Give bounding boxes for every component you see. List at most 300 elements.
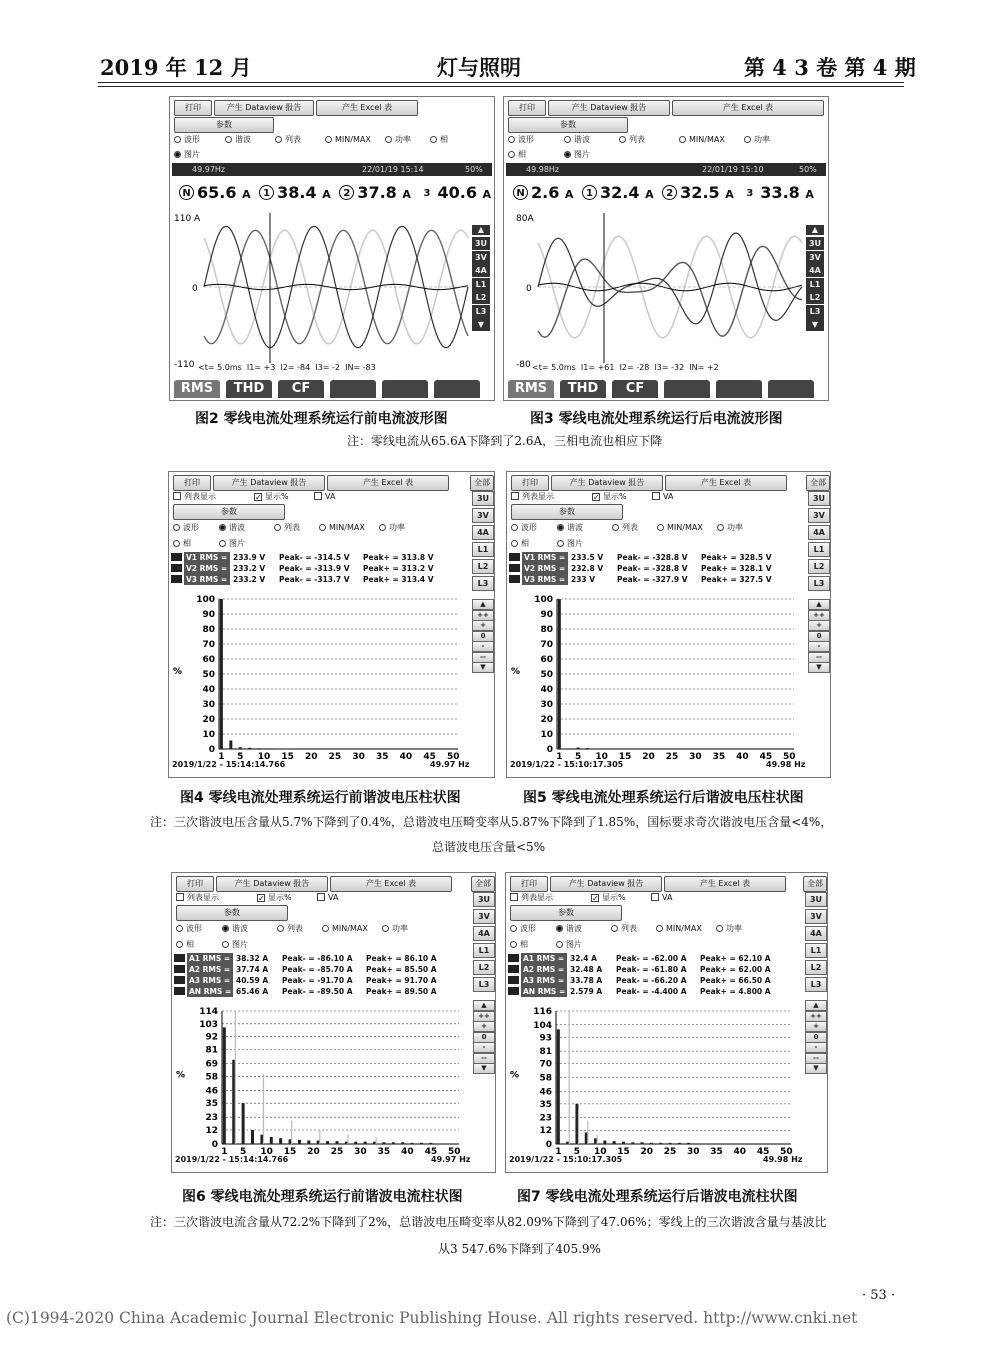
side-l2-button[interactable]: L2 (806, 291, 824, 304)
y-tick-label: 90 (202, 610, 215, 620)
harmonic-bar (401, 1142, 404, 1144)
harmonic-bar (669, 1143, 672, 1144)
zoom-plusplus-icon[interactable]: ++ (808, 610, 830, 621)
opt-list[interactable]: 列表 (275, 134, 301, 145)
params-button[interactable]: 参数 (174, 117, 274, 133)
harmonic-bar (597, 1135, 598, 1144)
zoom-minus-icon[interactable]: - (805, 1042, 827, 1053)
opt-harmonic[interactable]: 谐波 (219, 522, 245, 533)
opt-picture[interactable]: 图片 (219, 538, 245, 549)
x-tick-label: 10 (595, 752, 608, 762)
fig4-caption: 图4 零线电流处理系统运行前谐波电压柱状图 (180, 790, 461, 806)
zoom-plusplus-icon[interactable]: ++ (473, 1011, 495, 1022)
zoom-plus-icon[interactable]: + (472, 620, 494, 631)
show-pct-checkbox[interactable]: ✓ 显示% (255, 492, 289, 502)
x-tick-label: 5 (573, 1147, 581, 1157)
zoom-plus-icon[interactable]: + (808, 620, 830, 631)
harmonic-bar (659, 1143, 662, 1144)
x-tick-label: 25 (663, 1147, 677, 1157)
harmonic-bar (613, 1141, 616, 1144)
side-l1-button[interactable]: L1 (805, 943, 827, 958)
harmonic-bar (248, 748, 251, 749)
y-tick-label: 116 (533, 1007, 552, 1017)
dataview-button[interactable]: 产生 Dataview 报告 (550, 876, 662, 892)
header-issue: 第 4 3 卷 第 4 期 (744, 55, 916, 80)
note-2a: 注：三次谐波电压含量从5.7%下降到了0.4%，总谐波电压畸变率从5.87%下降到了1.85%，国标要求奇次谐波电压含量<4%， (150, 815, 833, 829)
x-tick-label: 20 (642, 752, 655, 762)
side-4a-button[interactable]: 4A (806, 264, 824, 277)
zoom-minus-icon[interactable]: - (472, 641, 494, 652)
opt-list[interactable]: 列表 (274, 522, 300, 533)
harmonic-bar (595, 749, 598, 750)
harmonic-bar (650, 1143, 653, 1144)
zoom-down-icon[interactable]: ▼ (472, 662, 494, 673)
opt-power[interactable]: 功率 (379, 522, 405, 533)
side-3u-button[interactable]: 3U (805, 892, 827, 907)
y-tick-label: 70 (539, 1059, 552, 1070)
fig5-screenshot (506, 471, 831, 778)
copyright-line: (C)1994-2020 China Academic Journal Electronic Publishing House. All rights reserved. http://www.cnki.net (6, 1309, 858, 1327)
fig6-bar-chart (172, 873, 467, 1173)
side-4a-button[interactable]: 4A (805, 926, 827, 941)
x-tick-label: 15 (283, 1147, 297, 1157)
scroll-down-icon[interactable]: ▼ (806, 318, 824, 331)
opt-waveform[interactable]: 波形 (176, 923, 202, 934)
harmonic-bar (319, 1130, 320, 1144)
params-button[interactable]: 参数 (176, 905, 288, 921)
y-tick-label: 23 (205, 1113, 218, 1124)
side-3v-button[interactable]: 3V (472, 251, 490, 264)
y-tick-label: 69 (205, 1059, 218, 1070)
side-3u-button[interactable]: 3U (806, 237, 824, 250)
footer-timestamp: 2019/1/22 - 15:10:17.305 (509, 1155, 623, 1164)
print-button[interactable]: 打印 (511, 475, 549, 491)
x-tick-label: 40 (401, 1147, 414, 1157)
side-l3-button[interactable]: L3 (806, 305, 824, 318)
zoom-plus-icon[interactable]: + (473, 1021, 495, 1032)
side-l3-button[interactable]: L3 (805, 977, 827, 992)
list-display-checkbox[interactable]: 列表显示 (176, 892, 219, 903)
params-button[interactable]: 参数 (510, 905, 622, 921)
tab-rms[interactable]: RMS (508, 380, 554, 398)
fig2-caption: 图2 零线电流处理系统运行前电流波形图 (195, 411, 448, 427)
opt-phase[interactable]: 相 (511, 538, 529, 549)
dataview-button[interactable]: 产生 Dataview 报告 (551, 475, 663, 491)
x-tick-label: 50 (448, 1147, 461, 1157)
opt-minmax[interactable]: MIN/MAX (679, 134, 725, 145)
side-l1-button[interactable]: L1 (806, 278, 824, 291)
side-l2-button[interactable]: L2 (472, 291, 490, 304)
fig2-waveform-plot (172, 207, 472, 369)
y-tick-label: 40 (202, 685, 215, 695)
side-3v-button[interactable]: 3V (805, 909, 827, 924)
zoom-minus-icon[interactable]: - (473, 1042, 495, 1053)
y-axis-label: % (510, 1070, 520, 1081)
dataview-button[interactable]: 产生 Dataview 报告 (548, 100, 670, 116)
zoom-plusplus-icon[interactable]: ++ (805, 1011, 827, 1022)
y-tick-label: 80 (540, 625, 553, 635)
zoom-minusminus-icon[interactable]: -- (473, 1053, 495, 1064)
harmonic-bar (277, 749, 280, 750)
x-tick-label: 1 (218, 752, 225, 762)
tab-cf[interactable]: CF (612, 380, 658, 398)
side-l2-button[interactable]: L2 (805, 960, 827, 975)
fig4-bar-chart (169, 472, 466, 778)
y-tick-label: 60 (202, 655, 215, 665)
x-tick-label: 40 (399, 752, 413, 762)
opt-harmonic[interactable]: 谐波 (564, 134, 590, 145)
opt-picture[interactable]: 图片 (222, 939, 248, 950)
x-tick-label: 25 (328, 752, 342, 762)
opt-phase[interactable]: 相 (510, 939, 528, 950)
harmonic-bar (242, 1103, 245, 1144)
opt-phase[interactable]: 相 (173, 538, 191, 549)
fig3-screenshot (503, 96, 829, 401)
zoom-plusplus-icon[interactable]: ++ (472, 610, 494, 621)
opt-waveform[interactable]: 波形 (510, 923, 536, 934)
legend-row: A3 RMS = 33.78 A Peak- = -66.20 A Peak+ = 66.50 A (508, 975, 797, 986)
va-checkbox[interactable]: VA (314, 491, 335, 502)
dataview-button[interactable]: 产生 Dataview 报告 (214, 100, 314, 116)
opt-waveform[interactable]: 波形 (511, 522, 537, 533)
side-l1-button[interactable]: L1 (472, 278, 490, 291)
side-l2-button[interactable]: L2 (808, 559, 830, 574)
x-tick-label: 40 (733, 1147, 747, 1157)
side-l3-button[interactable]: L3 (808, 576, 830, 591)
header-date: 2019 年 12 月 (100, 55, 252, 80)
status-time: 22/01/19 15:10 (702, 165, 764, 174)
list-display-checkbox[interactable]: 列表显示 (510, 892, 553, 903)
print-button[interactable]: 打印 (173, 475, 211, 491)
footer-frequency: 49.97 Hz (430, 760, 470, 769)
opt-power[interactable]: 功率 (382, 923, 408, 934)
list-display-checkbox[interactable]: 列表显示 (173, 491, 216, 502)
dataview-button[interactable]: 产生 Dataview 报告 (216, 876, 328, 892)
y-tick-label: 70 (202, 640, 215, 650)
zoom-zero-icon[interactable]: 0 (805, 1032, 827, 1043)
print-button[interactable]: 打印 (176, 876, 214, 892)
opt-harmonic[interactable]: 谐波 (222, 923, 248, 934)
y-tick-label: 81 (539, 1047, 552, 1058)
side-4a-button[interactable]: 4A (472, 525, 494, 540)
legend-row: A2 RMS = 37.74 A Peak- = -85.70 A Peak+ = 85.50 A (174, 964, 465, 975)
side-4a-button[interactable]: 4A (472, 264, 490, 277)
harmonic-bar (239, 747, 242, 749)
battery-level: 50% (799, 165, 817, 174)
opt-phase[interactable]: 相 (430, 134, 448, 145)
opt-list[interactable]: 列表 (612, 522, 638, 533)
zoom-down-icon[interactable]: ▼ (473, 1063, 495, 1074)
cursor-values: <t= 5.0ms I1= +3 I2= -84 I3= -2 IN= -83 (198, 363, 376, 372)
zoom-down-icon[interactable]: ▼ (808, 662, 830, 673)
tab-table-icon[interactable] (716, 380, 762, 398)
x-tick-label: 30 (689, 752, 702, 762)
harmonic-bar (382, 1142, 385, 1144)
y-tick-label: 20 (540, 715, 553, 725)
harmonic-bar (347, 1135, 348, 1144)
legend-row: A1 RMS = 32.4 A Peak- = -62.00 A Peak+ = 62.10 A (508, 953, 797, 964)
y-min-label: -80 (516, 360, 531, 369)
x-tick-label: 45 (759, 752, 773, 762)
harmonic-bar (258, 748, 261, 749)
x-tick-label: 50 (780, 1147, 793, 1157)
side-l1-button[interactable]: L1 (808, 542, 830, 557)
harmonic-bar (577, 748, 580, 750)
x-tick-label: 45 (756, 1147, 770, 1157)
status-freq: 49.97Hz (192, 165, 226, 174)
side-l1-button[interactable]: L1 (473, 943, 495, 958)
opt-minmax[interactable]: MIN/MAX (322, 923, 368, 934)
excel-button[interactable]: 产生 Excel 表 (327, 475, 449, 491)
y-tick-label: 104 (533, 1020, 552, 1031)
y-axis-label: % (511, 667, 521, 677)
y-tick-label: 58 (539, 1073, 552, 1084)
scroll-up-icon[interactable]: ▲ (806, 225, 824, 235)
x-tick-label: 50 (783, 752, 796, 762)
opt-power[interactable]: 功率 (717, 522, 743, 533)
y-tick-label: 46 (205, 1086, 218, 1097)
side-3u-button[interactable]: 3U (808, 491, 830, 506)
harmonic-bar (558, 599, 561, 749)
y-tick-label: 0 (211, 1140, 218, 1150)
tab-table-icon[interactable] (382, 380, 428, 398)
harmonic-bar (251, 1130, 254, 1144)
all-button[interactable]: 全部 (470, 475, 494, 491)
x-tick-label: 20 (640, 1147, 654, 1157)
scroll-up-icon[interactable]: ▲ (472, 225, 490, 235)
side-l2-button[interactable]: L2 (473, 960, 495, 975)
y-tick-label: 93 (539, 1033, 552, 1044)
side-3v-button[interactable]: 3V (473, 909, 495, 924)
harmonic-bar (420, 1143, 423, 1144)
side-3u-button[interactable]: 3U (472, 237, 490, 250)
opt-harmonic[interactable]: 谐波 (557, 522, 583, 533)
opt-harmonic[interactable]: 谐波 (556, 923, 582, 934)
zoom-zero-icon[interactable]: 0 (473, 1032, 495, 1043)
list-display-checkbox[interactable]: 列表显示 (511, 491, 554, 502)
zoom-zero-icon[interactable]: 0 (472, 631, 494, 642)
opt-waveform[interactable]: 波形 (174, 134, 200, 145)
zoom-minusminus-icon[interactable]: -- (472, 652, 494, 663)
harmonic-bar (429, 1143, 432, 1144)
harmonic-bar (392, 1142, 395, 1144)
tab-thd[interactable]: THD (226, 380, 272, 398)
opt-list[interactable]: 列表 (611, 923, 637, 934)
tab-thd[interactable]: THD (560, 380, 606, 398)
y-zero-label: 0 (526, 284, 532, 294)
opt-waveform[interactable]: 波形 (173, 522, 199, 533)
side-l2-button[interactable]: L2 (472, 559, 494, 574)
opt-waveform[interactable]: 波形 (508, 134, 534, 145)
opt-harmonic[interactable]: 谐波 (225, 134, 251, 145)
note-1: 注：零线电流从65.6A下降到了2.6A，三相电流也相应下降 (347, 434, 663, 448)
header-rule-thin (98, 86, 904, 87)
y-tick-label: 50 (202, 670, 215, 680)
x-tick-label: 10 (260, 1147, 273, 1157)
y-tick-label: 0 (208, 745, 215, 755)
page-number: · 53 · (862, 1288, 896, 1303)
harmonic-bar (223, 1027, 226, 1144)
y-tick-label: 80 (202, 625, 215, 635)
y-tick-label: 46 (539, 1087, 552, 1098)
x-tick-label: 1 (555, 1147, 562, 1157)
fig5-bar-chart (507, 472, 802, 778)
y-tick-label: 10 (540, 730, 553, 740)
zoom-up-icon[interactable]: ▲ (472, 599, 494, 610)
opt-picture[interactable]: 图片 (556, 939, 582, 950)
params-button[interactable]: 参数 (511, 504, 623, 520)
opt-minmax[interactable]: MIN/MAX (325, 134, 371, 145)
opt-minmax[interactable]: MIN/MAX (656, 923, 702, 934)
opt-minmax[interactable]: MIN/MAX (657, 522, 703, 533)
x-tick-label: 10 (257, 752, 271, 762)
side-l3-button[interactable]: L3 (472, 305, 490, 318)
side-4a-button[interactable]: 4A (808, 525, 830, 540)
y-zero-label: 0 (192, 284, 198, 294)
opt-picture[interactable]: 图片 (564, 149, 590, 160)
x-tick-label: 15 (281, 752, 294, 762)
y-tick-label: 50 (540, 670, 553, 680)
harmonic-bar (220, 599, 223, 749)
x-tick-label: 5 (239, 1147, 247, 1157)
x-tick-label: 45 (424, 1147, 438, 1157)
zoom-up-icon[interactable]: ▲ (808, 599, 830, 610)
y-tick-label: 12 (205, 1126, 218, 1136)
note-3b: 从3 547.6%下降到了405.9% (438, 1242, 601, 1256)
harmonic-bar (376, 1137, 377, 1144)
opt-list[interactable]: 列表 (277, 923, 303, 934)
zoom-down-icon[interactable]: ▼ (805, 1063, 827, 1074)
y-tick-label: 12 (539, 1126, 552, 1137)
y-tick-label: 114 (199, 1007, 218, 1017)
tab-phasor-icon[interactable] (434, 380, 480, 398)
opt-picture[interactable]: 图片 (174, 149, 200, 160)
side-3v-button[interactable]: 3V (808, 508, 830, 523)
side-3u-button[interactable]: 3U (473, 892, 495, 907)
y-tick-label: 90 (540, 610, 553, 620)
harmonic-bar (603, 1141, 606, 1144)
legend-row: V2 RMS = 232.8 V Peak- = -328.8 V Peak+ = 328.1 V (509, 563, 800, 574)
excel-button[interactable]: 产生 Excel 表 (316, 100, 418, 116)
y-axis-label: % (176, 1070, 186, 1081)
all-button[interactable]: 全部 (806, 475, 830, 491)
side-4a-button[interactable]: 4A (473, 926, 495, 941)
scroll-down-icon[interactable]: ▼ (472, 318, 490, 331)
fig6-caption: 图6 零线电流处理系统运行前谐波电流柱状图 (182, 1189, 463, 1205)
tab-minmax-icon[interactable] (664, 380, 710, 398)
va-checkbox[interactable]: VA (651, 892, 672, 903)
harmonic-bar (411, 1143, 414, 1144)
va-checkbox[interactable]: VA (652, 491, 673, 502)
footer-timestamp: 2019/1/22 - 15:10:17.305 (510, 760, 624, 769)
side-3u-button[interactable]: 3U (472, 491, 494, 506)
status-bar (172, 163, 492, 176)
x-tick-label: 25 (330, 1147, 344, 1157)
tab-minmax-icon[interactable] (330, 380, 376, 398)
show-pct-checkbox[interactable]: ✓ 显示% (592, 893, 626, 903)
x-tick-label: 45 (423, 752, 436, 762)
zoom-plus-icon[interactable]: + (805, 1021, 827, 1032)
excel-button[interactable]: 产生 Excel 表 (665, 475, 787, 491)
opt-power[interactable]: 功率 (385, 134, 411, 145)
current-readout: N 2.6 A 1 32.4 A 2 32.5 A 3 33.8 A (510, 183, 814, 202)
zoom-up-icon[interactable]: ▲ (805, 1000, 827, 1011)
print-button[interactable]: 打印 (510, 876, 548, 892)
params-button[interactable]: 参数 (173, 504, 285, 520)
zoom-minus-icon[interactable]: - (808, 641, 830, 652)
show-pct-checkbox[interactable]: ✓ 显示% (258, 893, 292, 903)
dataview-button[interactable]: 产生 Dataview 报告 (213, 475, 325, 491)
side-3v-button[interactable]: 3V (806, 251, 824, 264)
all-button[interactable]: 全部 (803, 876, 827, 892)
zoom-up-icon[interactable]: ▲ (473, 1000, 495, 1011)
opt-power[interactable]: 功率 (744, 134, 770, 145)
opt-picture[interactable]: 图片 (557, 538, 583, 549)
bottom-tabs (506, 380, 826, 398)
y-tick-label: 81 (205, 1045, 218, 1056)
bottom-tabs (172, 380, 492, 398)
excel-button[interactable]: 产生 Excel 表 (672, 100, 824, 116)
zoom-minusminus-icon[interactable]: -- (808, 652, 830, 663)
y-tick-label: 0 (545, 1140, 552, 1150)
harmonic-bar (587, 1121, 588, 1144)
opt-list[interactable]: 列表 (619, 134, 645, 145)
harmonic-bar (263, 1074, 264, 1144)
fig7-screenshot (505, 872, 828, 1173)
opt-power[interactable]: 功率 (716, 923, 742, 934)
harmonic-bar (267, 748, 270, 749)
params-button[interactable]: 参数 (508, 117, 628, 133)
print-button[interactable]: 打印 (174, 100, 212, 116)
side-3v-button[interactable]: 3V (472, 508, 494, 523)
va-checkbox[interactable]: VA (317, 892, 338, 903)
zoom-minusminus-icon[interactable]: -- (805, 1053, 827, 1064)
x-tick-label: 35 (376, 752, 389, 762)
footer-frequency: 49.98 Hz (763, 1155, 803, 1164)
legend-row: V3 RMS = 233 V Peak- = -327.9 V Peak+ = 327.5 V (509, 574, 800, 585)
opt-phase[interactable]: 相 (176, 939, 194, 950)
zoom-zero-icon[interactable]: 0 (808, 631, 830, 642)
tab-rms[interactable]: RMS (174, 380, 220, 398)
harmonic-bar (298, 1140, 301, 1144)
excel-button[interactable]: 产生 Excel 表 (330, 876, 452, 892)
y-tick-label: 20 (202, 715, 215, 725)
y-tick-label: 10 (202, 730, 215, 740)
header-journal: 灯与照明 (437, 55, 521, 80)
y-tick-label: 35 (205, 1099, 218, 1110)
tab-cf[interactable]: CF (278, 380, 324, 398)
side-l3-button[interactable]: L3 (472, 576, 494, 591)
harmonic-bar (235, 1011, 236, 1144)
opt-phase[interactable]: 相 (508, 149, 526, 160)
y-tick-label: 70 (540, 640, 553, 650)
side-l3-button[interactable]: L3 (473, 977, 495, 992)
tab-phasor-icon[interactable] (768, 380, 814, 398)
x-tick-label: 25 (665, 752, 679, 762)
harmonic-bar (286, 749, 289, 750)
harmonic-bar (631, 1142, 634, 1144)
excel-button[interactable]: 产生 Excel 表 (664, 876, 786, 892)
side-l1-button[interactable]: L1 (472, 542, 494, 557)
print-button[interactable]: 打印 (508, 100, 546, 116)
harmonic-bar (569, 1011, 570, 1144)
harmonic-bar (622, 1142, 625, 1144)
all-button[interactable]: 全部 (471, 876, 495, 892)
y-tick-label: 100 (196, 595, 215, 605)
show-pct-checkbox[interactable]: ✓ 显示% (593, 492, 627, 502)
cursor-values: <t= 5.0ms I1= +61 I2= -28 I3= -32 IN= +2 (532, 363, 719, 372)
opt-minmax[interactable]: MIN/MAX (319, 522, 365, 533)
